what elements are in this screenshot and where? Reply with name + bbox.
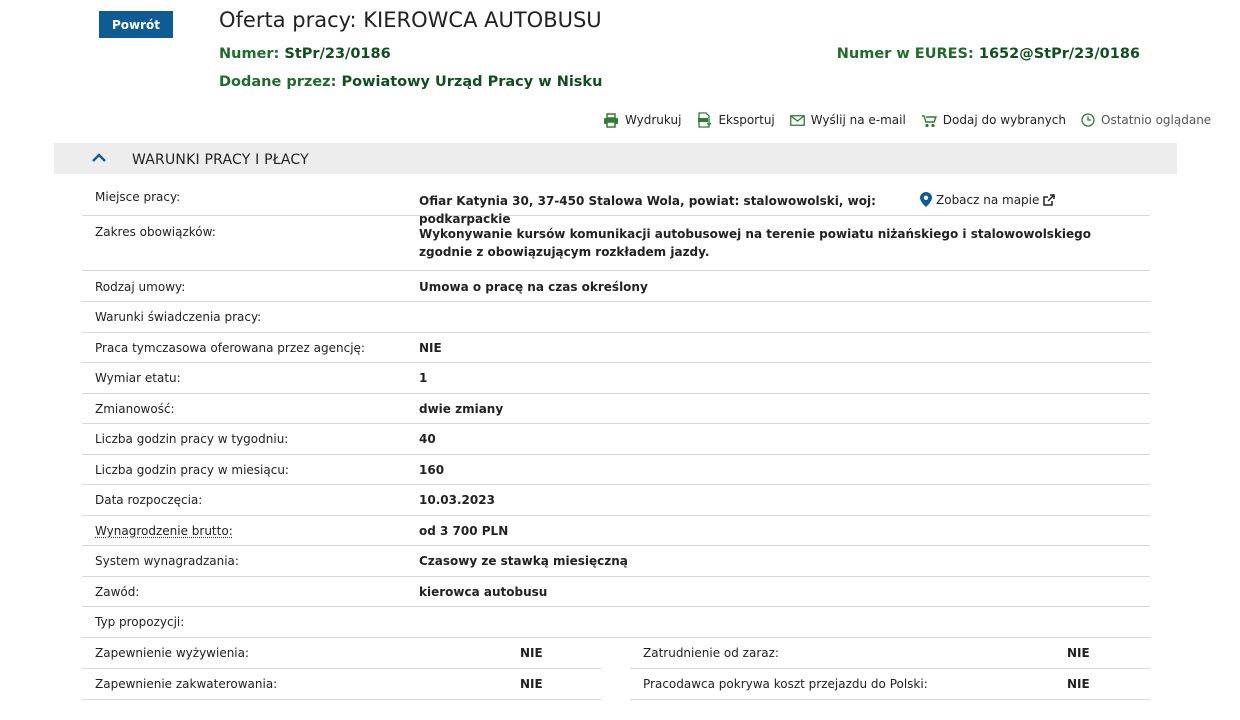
pair-row [630,669,1150,700]
external-link-icon [1043,194,1055,206]
row-value: kierowca autobusu [419,585,548,599]
offer-number [219,46,391,62]
export-label: Eksportuj [718,113,775,127]
favorites-cart-icon [921,113,937,128]
table-row [82,333,1150,363]
table-row [82,394,1150,424]
show-map-label: Zobacz na mapie [936,192,1040,207]
recently-viewed-button[interactable] [1081,112,1211,128]
table-row [82,485,1150,516]
table-row [82,577,1150,607]
table-row [82,516,1150,546]
table-row [82,302,1150,333]
row-label: Warunki świadczenia pracy: [95,310,262,324]
pair-value: NIE [520,677,543,691]
row-label: Zmianowość: [95,402,175,416]
row-value: dwie zmiany [419,402,504,416]
section-toggle[interactable] [54,143,1177,174]
export-button[interactable] [696,112,774,128]
row-label: Data rozpoczęcia: [95,493,203,507]
row-label: Zawód: [95,585,140,599]
row-value: Wykonywanie kursów komunikacji autobusowej na terenie powiatu niżańskiego i stalowowolskiego zgodnie z obowiązującym rozkładem jazdy. [419,227,1092,259]
row-value: Umowa o pracę na czas określony [419,280,648,294]
printer-icon [603,113,619,128]
recently-viewed-label: Ostatnio oglądane [1101,113,1212,127]
table-row [82,363,1150,394]
table-row [82,455,1150,485]
table-row [82,180,1150,226]
salary-label-tooltip[interactable]: Wynagrodzenie brutto: [95,524,233,538]
clock-icon [1081,113,1095,127]
page-title: Oferta pracy: KIEROWCA AUTOBUSU [219,8,602,32]
row-value: 10.03.2023 [419,493,495,507]
row-label: Miejsce pracy: [95,190,181,204]
print-button[interactable] [603,112,681,128]
table-row [82,424,1150,455]
row-label: Liczba godzin pracy w miesiącu: [95,463,289,477]
added-by-label: Dodane przez: [219,74,337,90]
chevron-up-icon [91,153,107,163]
row-value: Ofiar Katynia 30, 37-450 Stalowa Wola, powiat: stalowowolski, woj: podkarpackie [419,194,876,226]
pair-label: Zapewnienie wyżywienia: [95,646,250,660]
row-value: 40 [419,432,436,446]
row-label: Rodzaj umowy: [95,280,186,294]
row-label: Praca tymczasowa oferowana przez agencję: [95,341,365,355]
pair-value: NIE [1067,646,1090,660]
eures-number-label: Numer w EURES: [836,46,974,62]
back-button[interactable]: Powrót [99,11,173,38]
eures-number [837,46,1140,62]
pair-value: NIE [1067,677,1090,691]
map-pin-icon [920,192,932,207]
row-label: Zakres obowiązków: [95,225,216,239]
pair-label: Zapewnienie zakwaterowania: [95,677,278,691]
pair-label: Pracodawca pokrywa koszt przejazdu do Polski: [643,677,928,691]
section-title: WARUNKI PRACY I PŁACY [132,152,309,168]
print-label: Wydrukuj [625,113,682,127]
eures-number-value: 1652@StPr/23/0186 [978,46,1140,62]
table-row [82,546,1150,577]
offer-number-value: StPr/23/0186 [284,46,391,62]
envelope-icon [790,115,805,126]
pair-label: Zatrudnienie od zaraz: [643,646,779,660]
offer-number-label: Numer: [219,46,280,62]
email-label: Wyślij na e-mail [810,113,906,127]
pair-row [82,638,601,669]
row-value: NIE [419,341,442,355]
add-favorite-label: Dodaj do wybranych [942,113,1067,127]
pair-value: NIE [520,646,543,660]
show-map-link[interactable] [916,192,1059,207]
pdf-export-icon [696,112,712,128]
row-label: Wymiar etatu: [95,371,181,385]
add-favorite-button[interactable] [921,112,1066,128]
pair-row [630,638,1150,669]
pair-row [82,669,601,700]
row-value: od 3 700 PLN [419,524,509,538]
row-label: System wynagradzania: [95,554,239,568]
row-label: Typ propozycji: [95,615,185,629]
actions-toolbar [603,112,1211,128]
added-by-value: Powiatowy Urząd Pracy w Nisku [341,74,603,90]
row-value: 160 [419,463,445,477]
added-by [219,74,602,90]
table-row [82,607,1150,638]
table-row [82,216,1150,271]
table-row [82,271,1150,302]
email-button[interactable] [790,112,906,128]
row-value: Czasowy ze stawką miesięczną [419,554,628,568]
row-value: 1 [419,371,428,385]
row-label: Liczba godzin pracy w tygodniu: [95,432,289,446]
details-table [82,180,1150,638]
